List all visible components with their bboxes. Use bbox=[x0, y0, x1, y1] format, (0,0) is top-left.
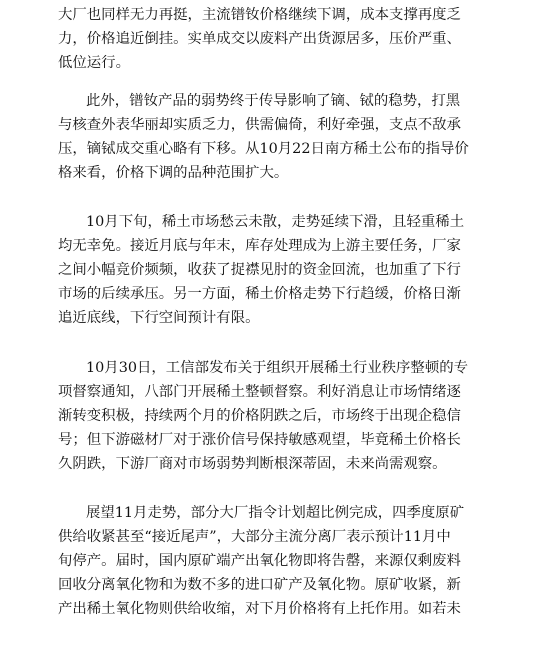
text-line: 回收分离氧化物和为数不多的进口矿产及氧化物。原矿收紧，新 bbox=[58, 577, 461, 593]
text-line: 号；但下游磁材厂对于涨价信号保持敏感观望，毕竟稀土价格长 bbox=[58, 432, 461, 448]
text-line: 久阴跌，下游厂商对市场弱势判断根深蒂固，未来尚需观察。 bbox=[58, 456, 447, 472]
text-line: 力，价格追近倒挂。实单成交以废料产出货源居多，压价严重、 bbox=[58, 31, 461, 47]
text-line: 压，镝铽成交重心略有下移。从10月22日南方稀土公布的指导价 bbox=[58, 141, 469, 157]
text-line: 之间小幅竞价频频，收获了捉襟见肘的资金回流，也加重了下行 bbox=[58, 262, 461, 278]
text-line: 渐转变积极，持续两个月的价格阴跌之后，市场终于出现企稳信 bbox=[58, 408, 461, 424]
text-line: 大厂也同样无力再挺，主流镨钕价格继续下调，成本支撑再度乏 bbox=[58, 7, 461, 23]
paragraph-5 bbox=[58, 501, 464, 621]
text-line: 均无幸免。接近月底与年末，库存处理成为上游主要任务，厂家 bbox=[58, 238, 461, 254]
document-page bbox=[58, 0, 490, 650]
text-line: 供给收紧甚至“接近尾声”，大部分主流分离厂表示预计11月中 bbox=[58, 529, 451, 545]
text-line: 展望11月走势，部分大厂指令计划超比例完成，四季度原矿 bbox=[86, 505, 465, 521]
text-line: 市场的后续承压。另一方面，稀土价格走势下行趋缓，价格日渐 bbox=[58, 286, 461, 302]
paragraph-4 bbox=[58, 356, 468, 476]
text-line: 旬停产。届时，国内原矿端产出氧化物即将告罄，来源仅剩废料 bbox=[58, 553, 461, 569]
text-line: 低位运行。 bbox=[58, 55, 130, 71]
paragraph-2 bbox=[58, 89, 469, 185]
text-line: 10月下旬，稀土市场愁云未散，走势延续下滑，且轻重稀土 bbox=[86, 214, 465, 230]
text-line: 此外，镨钕产品的弱势终于传导影响了镝、铽的稳势，打黑 bbox=[86, 93, 461, 109]
text-line: 产出稀土氧化物则供给收缩，对下月价格将有上托作用。如若未 bbox=[58, 601, 461, 617]
text-line: 10月30日，工信部发布关于组织开展稀土行业秩序整顿的专 bbox=[86, 360, 468, 376]
text-line: 项督察通知，八部门开展稀土整顿督察。利好消息让市场情绪逐 bbox=[58, 384, 461, 400]
paragraph-3 bbox=[58, 210, 464, 330]
paragraph-1 bbox=[58, 3, 461, 75]
text-line: 与核查外表华丽却实质乏力，供需偏倚，利好牵强，支点不敌承 bbox=[58, 117, 461, 133]
text-line: 格来看，价格下调的品种范围扩大。 bbox=[58, 165, 289, 181]
text-line: 追近底线，下行空间预计有限。 bbox=[58, 310, 260, 326]
